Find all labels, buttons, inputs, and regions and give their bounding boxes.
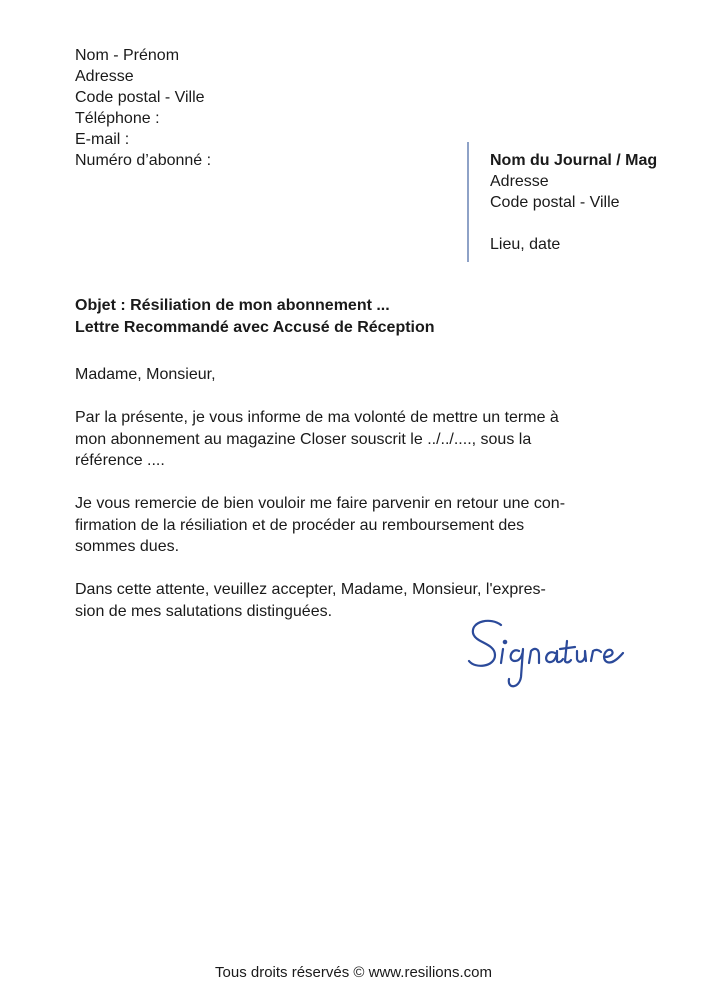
paragraph-line: Dans cette attente, veuillez accepter, Madame, Monsieur, l'expres- (75, 581, 546, 598)
subject-line: Objet : Résiliation de mon abonnement ... (75, 297, 390, 314)
sender-phone: Téléphone : (75, 110, 160, 127)
recipient-name: Nom du Journal / Mag (490, 152, 658, 169)
paragraph-request (75, 493, 635, 558)
subject-block (75, 295, 435, 339)
paragraph-line: Par la présente, je vous informe de ma volonté de mettre un terme à (75, 409, 559, 426)
registered-mail-line: Lettre Recommandé avec Accusé de Réception (75, 319, 435, 336)
handwritten-signature (465, 615, 635, 695)
sender-address: Adresse (75, 68, 134, 85)
salutation: Madame, Monsieur, (75, 366, 216, 383)
paragraph-line: sion de mes salutations distinguées. (75, 602, 333, 620)
paragraph-line: sommes dues. (75, 538, 180, 555)
paragraph-intent (75, 407, 635, 472)
paragraph-line: référence .... (75, 452, 165, 469)
recipient-address: Adresse (490, 173, 549, 190)
vertical-divider (467, 142, 469, 262)
paragraph-line: mon abonnement au magazine Closer souscrit le ../../...., sous la (75, 430, 532, 448)
paragraph-line: Je vous remercie de bien vouloir me faire parvenir en retour une con- (75, 495, 566, 512)
sender-city: Code postal - Ville (75, 89, 205, 106)
sender-subscriber-number: Numéro d’abonné : (75, 152, 212, 169)
place-date: Lieu, date (490, 236, 561, 253)
sender-block (75, 45, 211, 171)
letter-body (75, 364, 635, 644)
footer-copyright: Tous droits réservés © www.resilions.com (215, 964, 492, 981)
recipient-city: Code postal - Ville (490, 194, 620, 211)
sender-name: Nom - Prénom (75, 47, 180, 64)
sender-email: E-mail : (75, 131, 130, 148)
recipient-block (490, 150, 657, 255)
paragraph-line: firmation de la résiliation et de procéder au remboursement des (75, 516, 525, 534)
